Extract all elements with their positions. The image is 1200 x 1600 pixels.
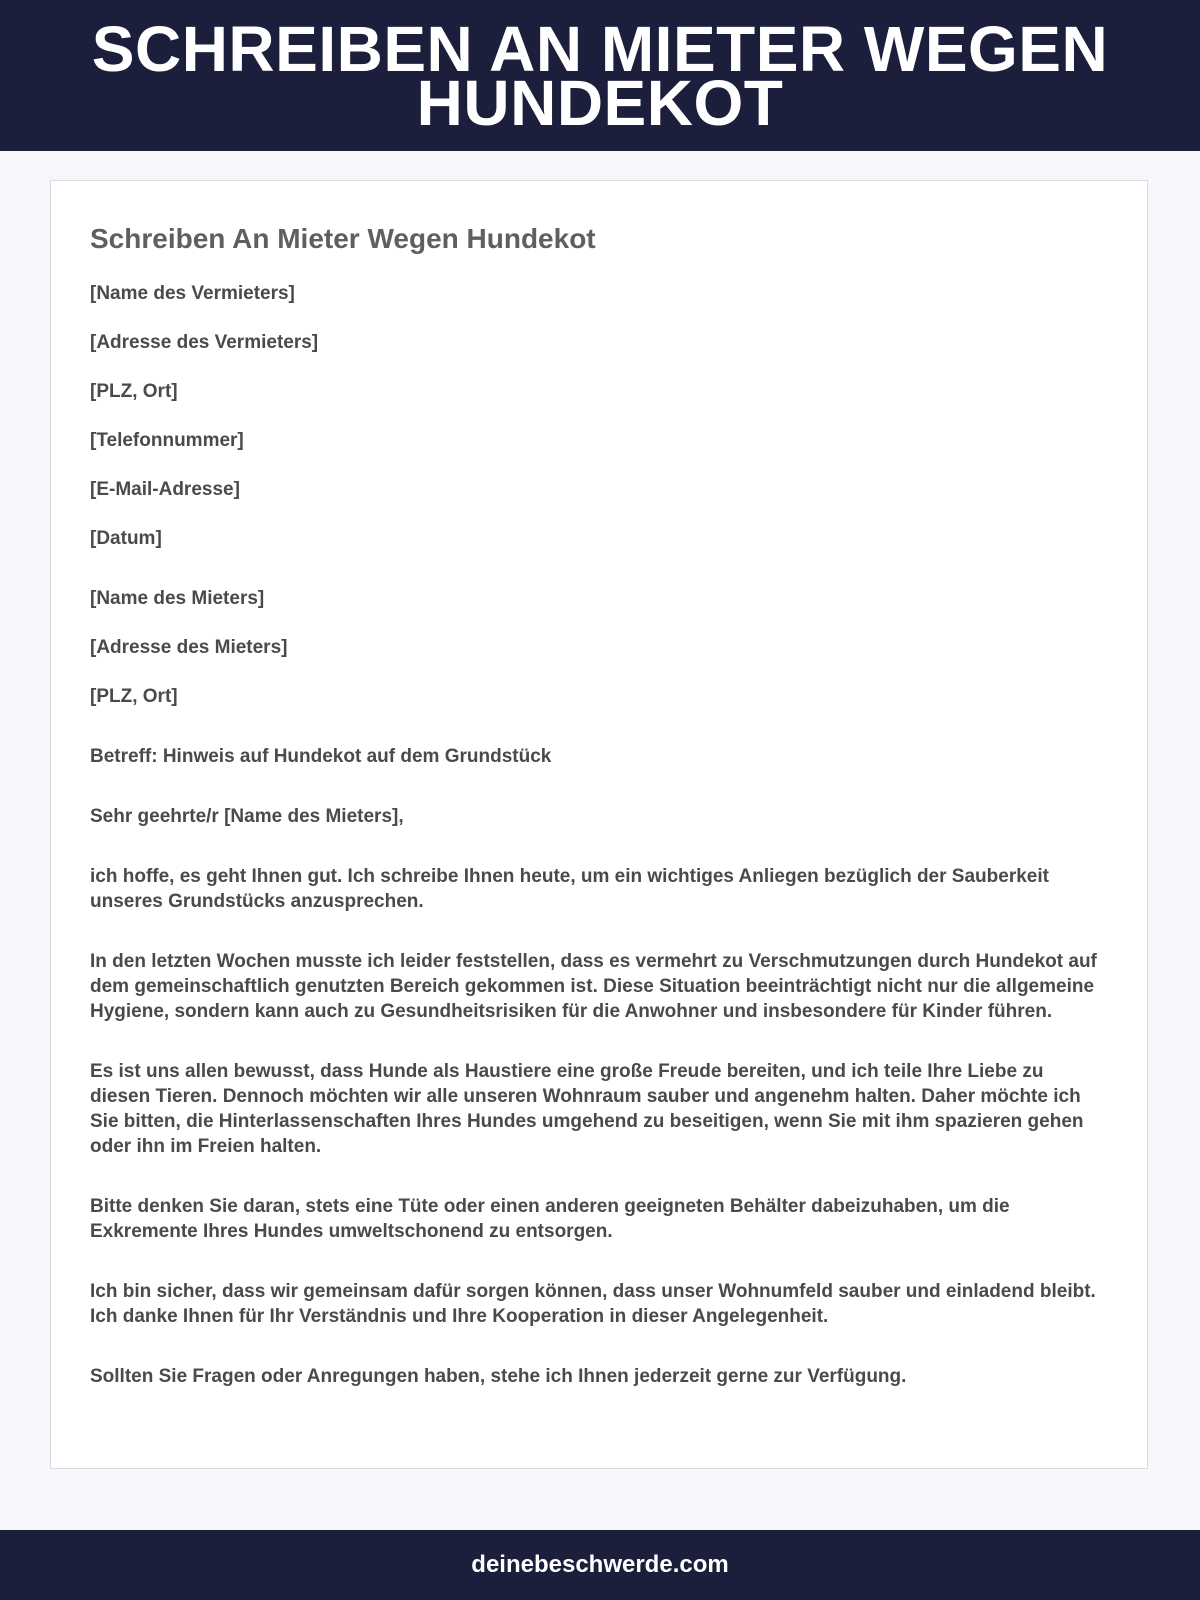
page-footer — [0, 1530, 1200, 1600]
sender-address: [Adresse des Vermieters] — [90, 332, 319, 353]
letter-date: [Datum] — [90, 528, 162, 549]
letter-paragraph: Sollten Sie Fragen oder Anregungen haben, stehe ich Ihnen jederzeit gerne zur Verfügung. — [90, 1366, 907, 1387]
page-title: SCHREIBEN AN MIETER WEGEN HUNDEKOT — [91, 12, 1109, 139]
sender-zip-city: [PLZ, Ort] — [90, 381, 178, 402]
letter-paragraph: Es ist uns allen bewusst, dass Hunde als Haustiere eine große Freude bereiten, und ich teile Ihre Liebe zu diesen Tieren. Dennoch möchten wir alle unseren Wohnraum sauber und angenehm halten. Daher möchte ich Sie bitten, die Hinterlassenschaften Ihres Hundes umgehend zu beseitigen, wenn Sie mit ihm spazieren gehen oder ihn im Freien halten. — [90, 1061, 1084, 1157]
recipient-address: [Adresse des Mieters] — [90, 637, 288, 658]
page-header — [0, 0, 1200, 151]
letter-paragraph: Ich bin sicher, dass wir gemeinsam dafür sorgen können, dass unser Wohnumfeld sauber und einladend bleibt. Ich danke Ihnen für Ihr Verständnis und Ihre Kooperation in dieser Angelegenheit. — [90, 1281, 1096, 1327]
sender-name: [Name des Vermieters] — [90, 283, 295, 304]
letter-subject: Betreff: Hinweis auf Hundekot auf dem Grundstück — [90, 746, 552, 767]
footer-site-link[interactable]: deinebeschwerde.com — [471, 1551, 729, 1578]
letter-paragraph: Bitte denken Sie daran, stets eine Tüte oder einen anderen geeigneten Behälter dabeizuhaben, um die Exkremente Ihres Hundes umweltschonend zu entsorgen. — [90, 1196, 1010, 1242]
letter-salutation: Sehr geehrte/r [Name des Mieters], — [90, 806, 404, 827]
letter-card — [50, 180, 1148, 1469]
letter-paragraph: In den letzten Wochen musste ich leider feststellen, dass es vermehrt zu Verschmutzungen durch Hundekot auf dem gemeinschaftlich genutzten Bereich gekommen ist. Diese Situation beeinträchtigt nicht nur die allgemeine Hygiene, sondern kann auch zu Gesundheitsrisiken für die Anwohner und insbesondere für Kinder führen. — [90, 951, 1097, 1022]
sender-email: [E-Mail-Adresse] — [90, 479, 240, 500]
recipient-zip-city: [PLZ, Ort] — [90, 686, 178, 707]
sender-phone: [Telefonnummer] — [90, 430, 244, 451]
recipient-name: [Name des Mieters] — [90, 588, 265, 609]
letter-paragraph: ich hoffe, es geht Ihnen gut. Ich schreibe Ihnen heute, um ein wichtiges Anliegen bezüglich der Sauberkeit unseres Grundstücks anzusprechen. — [90, 866, 1049, 912]
letter-title: Schreiben An Mieter Wegen Hundekot — [90, 223, 596, 254]
